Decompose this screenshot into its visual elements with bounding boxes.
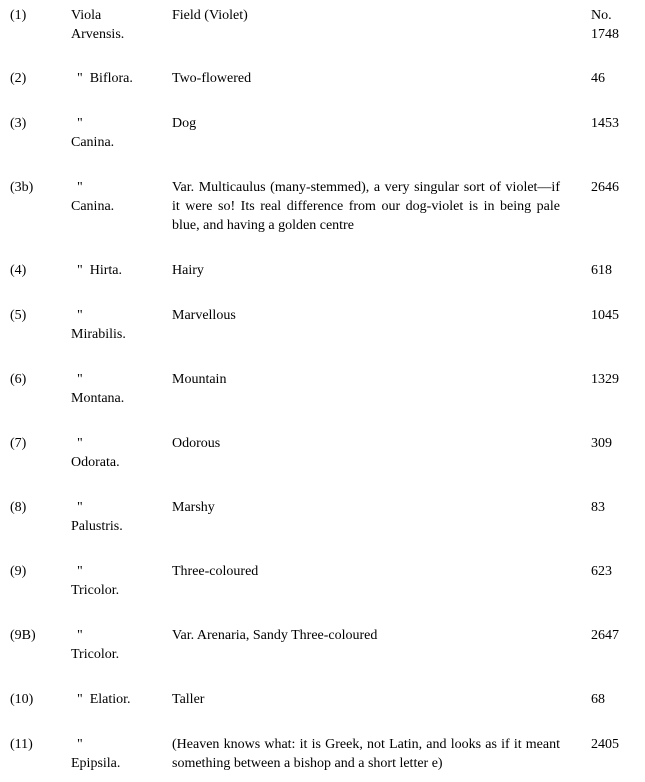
species-name xyxy=(71,626,119,664)
species-name: " Elatior. xyxy=(77,692,131,707)
species-line-2: Mirabilis. xyxy=(71,327,126,342)
description: Mountain xyxy=(172,372,227,387)
description: Var. Multicaulus (many-stemmed), a very singular sort of violet—if it were so! Its real difference from our dog-violet is in being pale blue, and having a golden centre xyxy=(172,180,560,233)
species-line-1: " xyxy=(77,564,83,579)
row-number: (8) xyxy=(10,500,27,515)
species-line-1: Viola xyxy=(71,8,102,23)
row-number: (2) xyxy=(10,71,27,86)
row-number: (3b) xyxy=(10,180,34,195)
species-name: " Hirta. xyxy=(77,263,122,278)
row-number: (7) xyxy=(10,436,27,451)
species-name xyxy=(71,434,120,472)
description: Field (Violet) xyxy=(172,8,248,23)
species-name xyxy=(71,498,123,536)
number-cell: 2646 xyxy=(591,180,619,195)
species-line-1: " xyxy=(77,308,83,323)
row-number: (5) xyxy=(10,308,27,323)
row-number: (6) xyxy=(10,372,27,387)
species-line-1: " xyxy=(77,628,83,643)
species-line-2: Canina. xyxy=(71,135,115,150)
row-number: (4) xyxy=(10,263,27,278)
row-number: (1) xyxy=(10,8,27,23)
number-cell xyxy=(591,6,619,44)
description: Var. Arenaria, Sandy Three-coloured xyxy=(172,628,378,643)
species-line-2: Tricolor. xyxy=(71,647,120,662)
species-line-2: Montana. xyxy=(71,391,125,406)
description: Three-coloured xyxy=(172,564,259,579)
species-line-1: " xyxy=(77,180,83,195)
number-cell: 1045 xyxy=(591,308,619,323)
row-number: (11) xyxy=(10,737,33,752)
species-line-1: " xyxy=(77,500,83,515)
species-line-1: " xyxy=(77,436,83,451)
description: Odorous xyxy=(172,436,221,451)
number-line-1: No. xyxy=(591,8,612,23)
description: Marshy xyxy=(172,500,215,515)
species-line-2: Canina. xyxy=(71,199,115,214)
number-cell: 1329 xyxy=(591,372,619,387)
number-cell: 623 xyxy=(591,564,612,579)
species-line-2: Odorata. xyxy=(71,455,120,470)
description: Taller xyxy=(172,692,205,707)
description: Dog xyxy=(172,116,197,131)
number-line-2: 1748 xyxy=(591,27,619,42)
number-cell: 68 xyxy=(591,692,605,707)
description: Two-flowered xyxy=(172,71,252,86)
species-line-2: Tricolor. xyxy=(71,583,120,598)
species-name xyxy=(71,735,120,773)
species-line-2: Epipsila. xyxy=(71,756,121,771)
row-number: (9) xyxy=(10,564,27,579)
row-number: (3) xyxy=(10,116,27,131)
species-name xyxy=(71,6,124,44)
species-name: " Biflora. xyxy=(77,71,133,86)
number-cell: 618 xyxy=(591,263,612,278)
species-line-1: " xyxy=(77,737,83,752)
species-name xyxy=(71,178,114,216)
species-name xyxy=(71,370,124,408)
species-line-1: " xyxy=(77,116,83,131)
number-cell: 83 xyxy=(591,500,605,515)
description: Marvellous xyxy=(172,308,236,323)
number-cell: 309 xyxy=(591,436,612,451)
row-number: (10) xyxy=(10,692,34,707)
species-name xyxy=(71,306,126,344)
species-name xyxy=(71,114,114,152)
species-line-1: " xyxy=(77,372,83,387)
number-cell: 2405 xyxy=(591,737,619,752)
species-line-2: Palustris. xyxy=(71,519,123,534)
number-cell: 1453 xyxy=(591,116,619,131)
row-number: (9B) xyxy=(10,628,36,643)
description: (Heaven knows what: it is Greek, not Latin, and looks as if it meant something between a bishop and a short letter e) xyxy=(172,737,560,771)
species-name xyxy=(71,562,119,600)
species-line-2: Arvensis. xyxy=(71,27,125,42)
description: Hairy xyxy=(172,263,204,278)
number-cell: 46 xyxy=(591,71,605,86)
number-cell: 2647 xyxy=(591,628,619,643)
